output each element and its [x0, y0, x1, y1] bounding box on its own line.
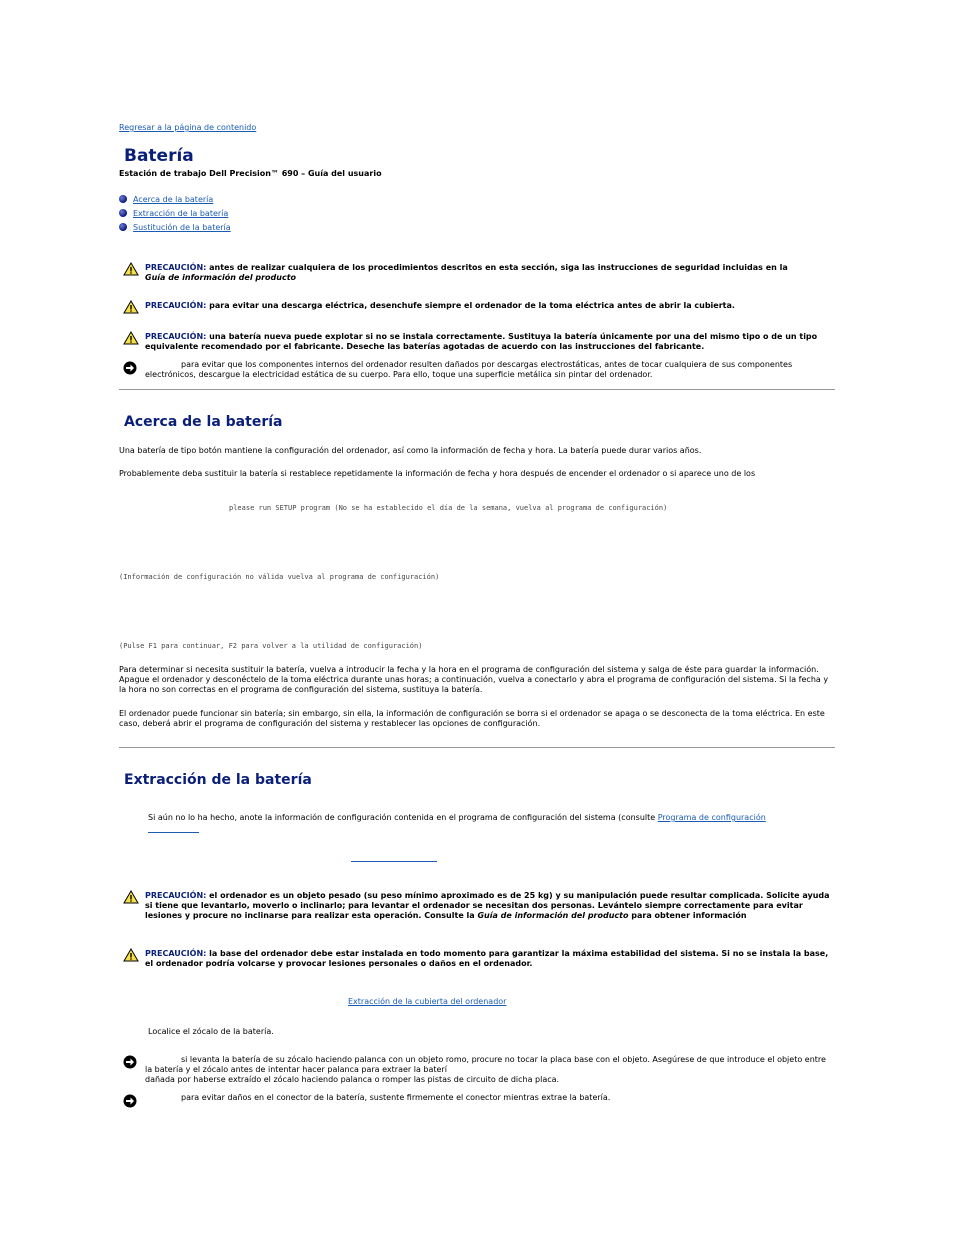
- error-message-1: please run SETUP program (No se ha establecido el día de la semana, vuelva al programa de configuración): [229, 504, 668, 512]
- caution-5: [145, 949, 835, 969]
- back-to-contents-link[interactable]: Regresar a la página de contenido: [119, 123, 257, 132]
- nav-item-removal: [119, 207, 231, 219]
- bullet-icon: [119, 223, 127, 231]
- section-heading-removal: Extracción de la batería: [124, 772, 312, 788]
- section-heading-about: Acerca de la batería: [124, 414, 283, 430]
- section-divider: [119, 389, 835, 390]
- caution-label: PRECAUCIÓN:: [145, 332, 207, 341]
- about-paragraph-3: Para determinar si necesita sustituir la batería, vuelva a introducir la fecha y la hora en el programa de configuración del sistema y salga de éste para guardar la información. Apague el ordenador y desconéctelo de la toma eléctrica durante unas horas; a continuación, vuelva a conectarlo y abra el programa de configuración del sistema. Si la fecha y la hora no son correctas en el programa de configuración del sistema, sustituya la batería.: [119, 665, 829, 694]
- nav-item-about: [119, 193, 231, 205]
- link-underline-fragment: [351, 861, 437, 862]
- caution-text: para evitar una descarga eléctrica, desenchufe siempre el ordenador de la toma eléctrica antes de abrir la cubierta.: [206, 301, 735, 310]
- setup-program-link[interactable]: Programa de configuración: [657, 813, 766, 822]
- about-paragraph-2: Probablemente deba sustituir la batería si restablece repetidamente la información de fecha y hora después de encender el ordenador o si aparece uno de los: [119, 469, 756, 478]
- caution-label: PRECAUCIÓN:: [145, 891, 207, 900]
- nav-link-replacement[interactable]: Sustitución de la batería: [133, 222, 231, 232]
- removal-step-record-setup: [148, 813, 838, 823]
- nav-link-removal[interactable]: Extracción de la batería: [133, 208, 229, 218]
- caution-tail: para obtener información: [628, 911, 747, 920]
- nav-item-replacement: [119, 221, 231, 233]
- caution-text: una batería nueva puede explotar si no se instala correctamente. Sustituya la batería únicamente por una del mismo tipo o de un tipo equivalente recomendado por el fabricante. Deseche las baterías agotadas de acuerdo con las instrucciones del fabricante.: [145, 332, 818, 351]
- notice-icon: [123, 1055, 137, 1069]
- caution-label: PRECAUCIÓN:: [145, 263, 207, 272]
- notice-3: [145, 1093, 835, 1103]
- warning-icon: [123, 890, 139, 904]
- caution-1: [145, 263, 835, 283]
- notice-2: [145, 1055, 835, 1085]
- about-paragraph-1: Una batería de tipo botón mantiene la configuración del ordenador, así como la información de fecha y hora. La batería puede durar varios años.: [119, 446, 702, 455]
- caution-reference: Guía de información del producto: [145, 273, 297, 282]
- notice-text: para evitar que los componentes internos del ordenador resulten dañados por descargas electrostáticas, antes de tocar cualquiera de sus componentes electrónicos, descargue la electricidad estática de su cuerpo. Para ello, toque una superficie metálica sin pintar del ordenador.: [145, 360, 793, 379]
- removal-step-locate-socket: Localice el zócalo de la batería.: [148, 1027, 274, 1036]
- caution-text: el ordenador es un objeto pesado (su peso mínimo aproximado es de 25 kg) y su manipulación puede resultar complicada. Solicite ayuda si tiene que levantarlo, moverlo o inclinarlo; para levantar el ordenador se necesitan dos personas. Levántelo siempre correctamente para evitar lesiones y procure no inclinarse para realizar esta operación. Consulte la: [145, 891, 830, 920]
- nav-link-about[interactable]: Acerca de la batería: [133, 194, 214, 204]
- caution-3: [145, 332, 835, 352]
- warning-icon: [123, 948, 139, 962]
- error-message-2: (Información de configuración no válida vuelva al programa de configuración): [119, 573, 440, 581]
- error-message-3: (Pulse F1 para continuar, F2 para volver a la utilidad de configuración): [119, 642, 423, 650]
- caution-label: PRECAUCIÓN:: [145, 301, 207, 310]
- caution-reference: Guía de información del producto: [477, 911, 629, 920]
- warning-icon: [123, 331, 139, 345]
- notice-text-continued: dañada por haberse extraído el zócalo haciendo palanca o romper las pistas de circuito de dicha placa.: [145, 1075, 560, 1084]
- link-underline-fragment: [148, 832, 199, 833]
- page-title: Batería: [124, 146, 194, 166]
- notice-icon: [123, 361, 137, 375]
- section-divider: [119, 747, 835, 748]
- caution-text: antes de realizar cualquiera de los procedimientos descritos en esta sección, siga las instrucciones de seguridad incluidas en la: [206, 263, 788, 272]
- section-nav: [119, 193, 231, 233]
- notice-icon: [123, 1094, 137, 1108]
- page-subtitle: Estación de trabajo Dell Precision™ 690 – Guía del usuario: [119, 169, 382, 178]
- about-paragraph-4: El ordenador puede funcionar sin batería; sin embargo, sin ella, la información de configuración se borra si el ordenador se apaga o se desconecta de la toma eléctrica. En este caso, deberá abrir el programa de configuración del sistema y restablecer las opciones de configuración.: [119, 709, 825, 728]
- warning-icon: [123, 300, 139, 314]
- notice-1: [145, 360, 835, 380]
- caution-2: [145, 301, 835, 311]
- notice-text: si levanta la batería de su zócalo haciendo palanca con un objeto romo, procure no tocar la placa base con el objeto. Asegúrese de que introduce el objeto entre la batería y el zócalo antes de intentar hacer palanca para extraer la baterí: [145, 1055, 826, 1074]
- bullet-icon: [119, 195, 127, 203]
- step-text: Si aún no lo ha hecho, anote la información de configuración contenida en el programa de configuración del sistema (consulte: [148, 813, 658, 822]
- caution-text: la base del ordenador debe estar instalada en todo momento para garantizar la máxima estabilidad del sistema. Si no se instala la base, el ordenador podría volcarse y provocar lesiones personales o daños en el ordenador.: [145, 949, 829, 968]
- caution-label: PRECAUCIÓN:: [145, 949, 207, 958]
- warning-icon: [123, 262, 139, 276]
- remove-cover-link[interactable]: Extracción de la cubierta del ordenador: [348, 997, 507, 1006]
- bullet-icon: [119, 209, 127, 217]
- notice-text: para evitar daños en el conector de la batería, sustente firmemente el conector mientras extrae la batería.: [181, 1093, 611, 1102]
- caution-4: [145, 891, 835, 921]
